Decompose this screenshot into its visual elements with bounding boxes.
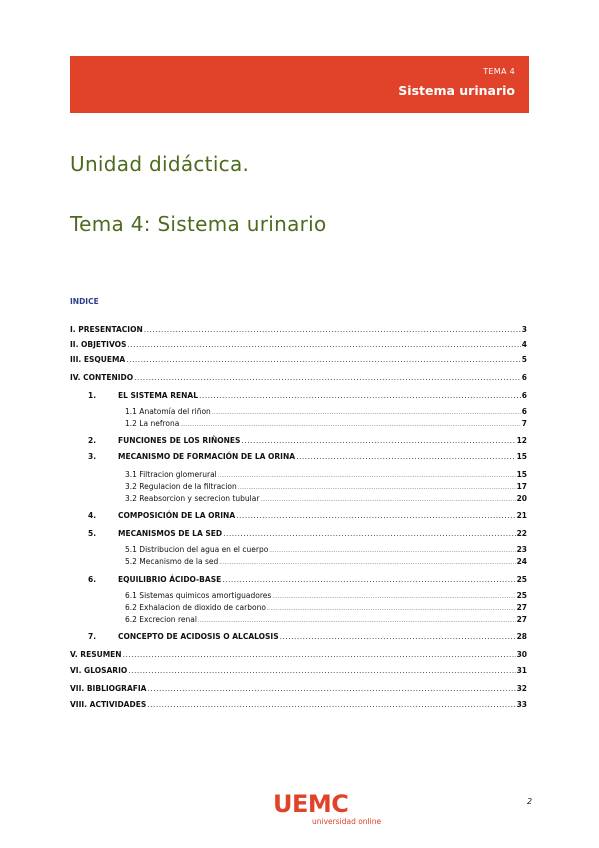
uemc-logo [273,790,403,826]
toc-leader-dots [236,511,515,521]
toc-leader-dots [260,495,515,505]
toc-entry-page: 21 [516,511,527,520]
toc-entry-title: III. ESQUEMA [70,355,126,364]
toc-entry-number: 7. [88,632,97,641]
toc-entry[interactable] [125,407,527,417]
toc-entry[interactable] [70,340,527,350]
toc-entry[interactable] [70,650,527,660]
toc-entry-title: MECANISMOS DE LA SED [118,529,223,538]
toc-entry-title: 5.2 Mecanismo de la sed [125,557,219,566]
toc-leader-dots [280,632,516,642]
toc-entry-page: 25 [516,591,527,600]
toc-entry[interactable] [70,700,527,710]
toc-leader-dots [267,604,516,614]
toc-entry[interactable] [70,684,527,694]
toc-leader-dots [223,529,515,539]
toc-entry-title: 3.2 Reabsorcion y secrecion tubular [125,494,260,503]
toc-leader-dots [147,684,515,694]
tema-subject: Sistema urinario [398,83,515,98]
toc-leader-dots [198,616,516,626]
toc-entry[interactable] [125,419,527,429]
toc-entry-page: 32 [516,684,527,693]
toc-entry[interactable] [125,494,527,504]
toc-leader-dots [272,592,515,602]
toc-leader-dots [123,650,516,660]
page-number: 2 [527,797,533,806]
toc-leader-dots [128,666,515,676]
toc-entry-number: 4. [88,511,97,520]
toc-heading: INDICE [70,297,99,306]
toc-entry-page: 20 [516,494,527,503]
toc-entry[interactable] [70,355,527,365]
toc-entry[interactable] [88,575,527,585]
toc-entry-title: 3.2 Regulacion de la filtracion [125,482,237,491]
toc-leader-dots [147,700,515,710]
toc-leader-dots [126,355,521,365]
toc-entry-title: 5.1 Distribucion del agua en el cuerpo [125,545,269,554]
toc-entry[interactable] [125,615,527,625]
toc-leader-dots [241,436,515,446]
toc-leader-dots [219,558,515,568]
toc-entry-title: FUNCIONES DE LOS RIÑONES [118,436,241,445]
toc-entry-page: 31 [516,666,527,675]
toc-leader-dots [218,471,516,481]
toc-entry-page: 27 [516,603,527,612]
toc-leader-dots [222,575,515,585]
toc-leader-dots [238,483,516,493]
toc-entry-number: 2. [88,436,97,445]
toc-entry-title: 6.2 Excrecion renal [125,615,197,624]
toc-entry-title: IV. CONTENIDO [70,373,134,382]
toc-entry[interactable] [70,666,527,676]
toc-entry[interactable] [70,373,527,383]
toc-entry-title: EQUILIBRIO ÁCIDO-BASE [118,575,222,584]
toc-entry-number: 5. [88,529,97,538]
toc-entry[interactable] [125,482,527,492]
toc-entry[interactable] [125,603,527,613]
header-band [70,56,529,113]
toc-entry-page: 22 [516,529,527,538]
toc-entry-title: EL SISTEMA RENAL [118,391,198,400]
unidad-title: Unidad didáctica. [70,152,250,176]
toc-entry-title: 3.1 Filtracion glomerural [125,470,217,479]
toc-entry-page: 15 [516,470,527,479]
toc-entry-page: 6 [521,391,527,400]
toc-entry-page: 24 [516,557,527,566]
toc-entry-page: 30 [516,650,527,659]
toc-leader-dots [199,391,521,401]
toc-entry-page: 27 [516,615,527,624]
toc-entry-page: 6 [521,407,527,416]
toc-entry-page: 17 [516,482,527,491]
toc-leader-dots [269,546,515,556]
toc-leader-dots [212,408,521,418]
toc-entry[interactable] [88,529,527,539]
toc-entry-number: 1. [88,391,97,400]
toc-entry[interactable] [125,545,527,555]
toc-leader-dots [134,373,521,383]
toc-entry-page: 15 [516,452,527,461]
toc-entry-title: VIII. ACTIVIDADES [70,700,147,709]
toc-entry[interactable] [88,391,527,401]
toc-entry-title: COMPOSICIÓN DE LA ORINA [118,511,236,520]
toc-entry-page: 5 [521,355,527,364]
tema-title: Tema 4: Sistema urinario [70,212,327,236]
toc-entry-title: V. RESUMEN [70,650,122,659]
toc-entry[interactable] [88,452,527,462]
toc-entry-page: 23 [516,545,527,554]
toc-entry-page: 4 [521,340,527,349]
toc-entry[interactable] [88,436,527,446]
toc-entry[interactable] [88,511,527,521]
toc-entry-title: 1.1 Anatomía del riñon [125,407,211,416]
toc-entry-title: II. OBJETIVOS [70,340,127,349]
logo-subtext: universidad online [312,817,382,826]
toc-entry-title: CONCEPTO DE ACIDOSIS O ALCALOSIS [118,632,279,641]
tema-label: TEMA 4 [483,67,515,76]
toc-entry-title: MECANISMO DE FORMACIÓN DE LA ORINA [118,452,296,461]
toc-entry-title: VII. BIBLIOGRAFIA [70,684,147,693]
logo-wordmark: UEMC [273,790,349,818]
toc-entry-page: 28 [516,632,527,641]
toc-leader-dots [127,340,520,350]
toc-leader-dots [180,420,520,430]
toc-entry[interactable] [88,632,527,642]
toc-entry-page: 12 [516,436,527,445]
toc-entry-title: 6.2 Exhalacion de dioxido de carbono [125,603,266,612]
toc-leader-dots [144,325,521,335]
toc-entry[interactable] [70,325,527,335]
toc-entry-page: 3 [521,325,527,334]
toc-entry-page: 6 [521,373,527,382]
toc-entry[interactable] [125,557,527,567]
toc-entry[interactable] [125,591,527,601]
toc-entry-page: 7 [521,419,527,428]
toc-entry-title: VI. GLOSARIO [70,666,128,675]
toc-entry-number: 6. [88,575,97,584]
toc-entry-title: 6.1 Sistemas quimicos amortiguadores [125,591,272,600]
toc-entry[interactable] [125,470,527,480]
toc-entry-number: 3. [88,452,97,461]
toc-entry-page: 25 [516,575,527,584]
toc-leader-dots [296,452,516,462]
toc-entry-title: I. PRESENTACION [70,325,143,334]
toc-entry-page: 33 [516,700,527,709]
toc-entry-title: 1.2 La nefrona [125,419,180,428]
